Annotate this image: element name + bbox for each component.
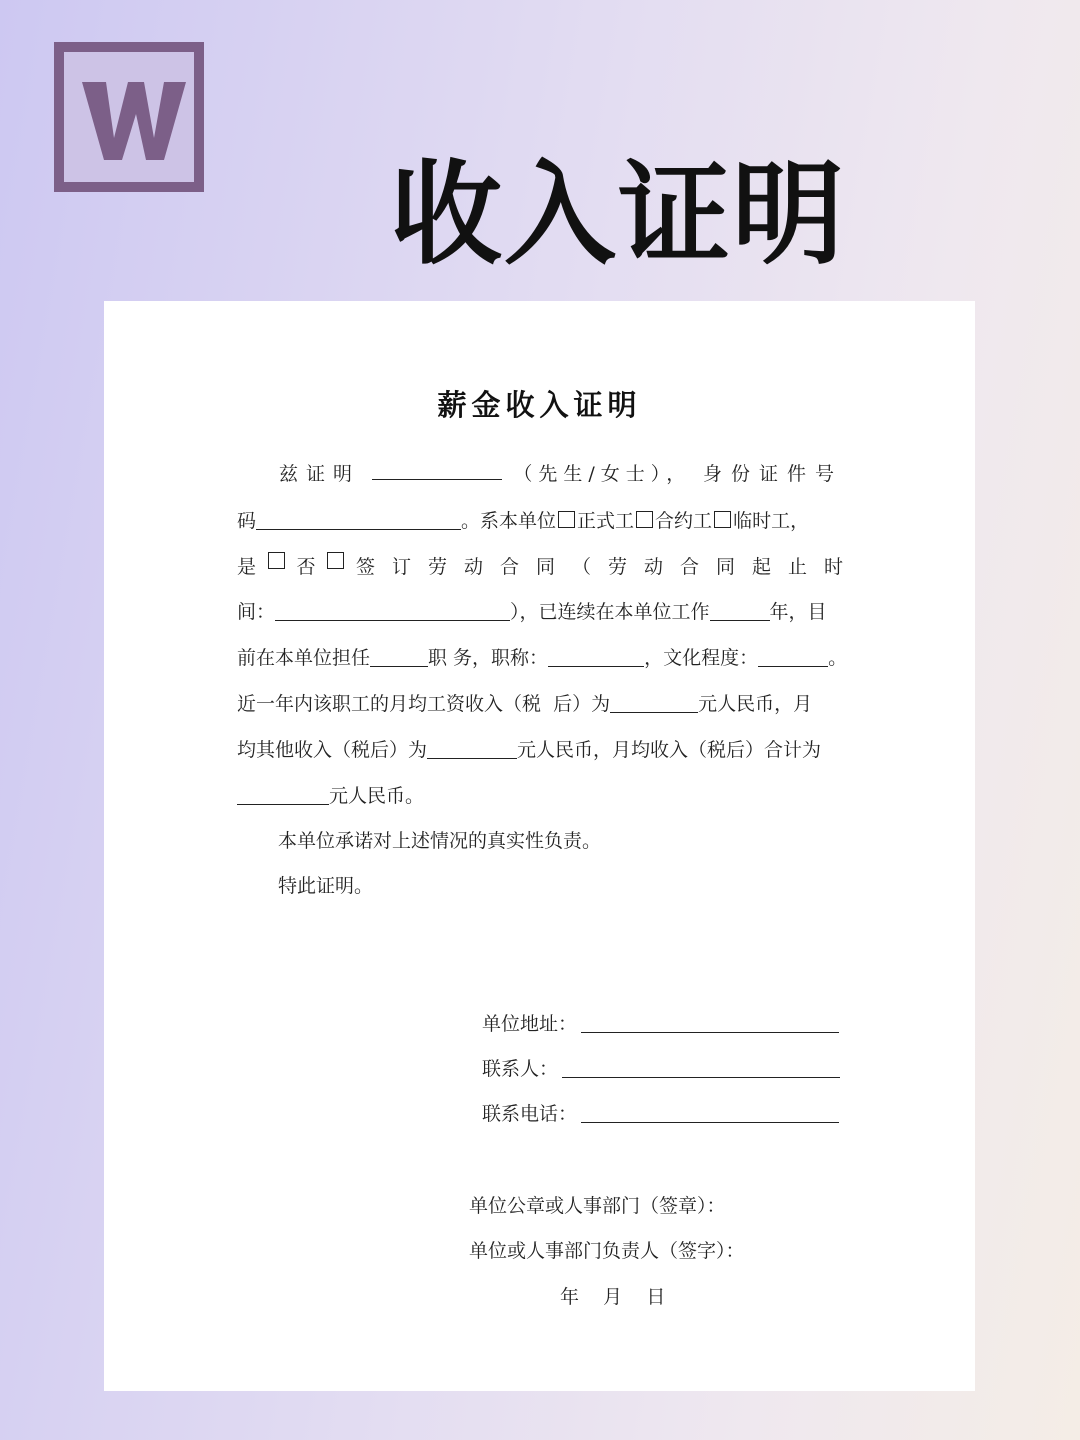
temp-worker-checkbox[interactable] (714, 511, 731, 528)
contract-worker-checkbox[interactable] (636, 511, 653, 528)
date-line: 年 月 日 (560, 1286, 666, 1308)
body-line-6: 近一年内该职工的月均工资收入（税 后）为 元人民币，月 (237, 693, 813, 715)
banner-title: 收入证明 (390, 150, 846, 280)
document-title: 薪金收入证明 (437, 388, 642, 422)
body-line-3: 是 否 签订劳动合同（劳动合同起止时 (237, 552, 843, 579)
contract-no-checkbox[interactable] (327, 552, 344, 569)
monthly-salary-blank[interactable] (610, 692, 698, 713)
contract-period-blank[interactable] (275, 600, 510, 621)
contract-yes-checkbox[interactable] (268, 552, 285, 569)
address-row: 单位地址： (482, 1009, 839, 1036)
phone-row: 联系电话： (482, 1099, 839, 1126)
seal-label: 单位公章或人事部门（签章）： (469, 1195, 726, 1217)
position-blank[interactable] (370, 646, 428, 667)
contact-person-blank[interactable] (562, 1057, 840, 1078)
closing-text: 特此证明。 (278, 875, 374, 897)
body-line-8: 元人民币。 (237, 781, 424, 808)
signer-label: 单位或人事部门负责人（签字）： (469, 1240, 745, 1262)
phone-blank[interactable] (581, 1102, 839, 1123)
body-line-5: 前在本单位担任 职 务，职称： ，文化程度： 。 (237, 647, 848, 669)
years-blank[interactable] (710, 600, 770, 621)
total-income-blank[interactable] (237, 784, 329, 805)
body-line-7: 均其他收入（税后）为 元人民币，月均收入（税后）合计为 (237, 739, 822, 761)
name-blank[interactable] (372, 459, 502, 480)
body-line-2: 码 。系本单位 正式工 合约工 临时工， (237, 510, 810, 532)
regular-worker-checkbox[interactable] (558, 511, 575, 528)
title-blank[interactable] (548, 646, 644, 667)
address-blank[interactable] (581, 1012, 839, 1033)
word-document-icon (54, 42, 204, 192)
body-line-4: 间： ），已连续在本单位工作 年，目 (237, 601, 827, 623)
education-blank[interactable] (758, 646, 828, 667)
contact-person-row: 联系人： (482, 1054, 840, 1081)
id-number-blank[interactable] (256, 509, 461, 530)
other-income-blank[interactable] (427, 738, 517, 759)
document-page (104, 301, 975, 1391)
body-line-1: 兹证明 （先生/女士）， 身份证件号 (237, 459, 843, 486)
commitment-text: 本单位承诺对上述情况的真实性负责。 (278, 830, 602, 852)
